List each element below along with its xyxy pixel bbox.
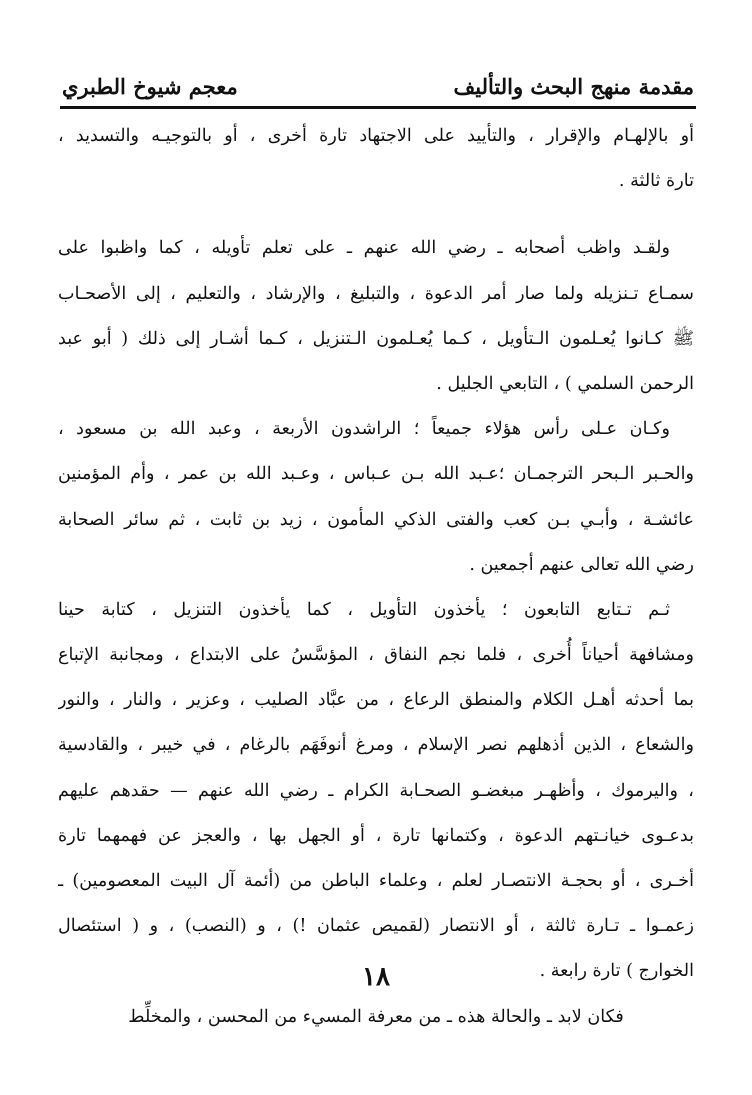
text-line: بما أحدثه أهـل الكلام والمنطق الرعاع ، من عبَّاد الصليب ، وعزير ، والنار ، والنور (58, 690, 694, 711)
header-divider (60, 106, 696, 109)
text-line: الرحمن السلمي ) ، التابعي الجليل . (436, 373, 694, 394)
text-line: ﷺ كـانوا يُعـلمون الـتأويل ، كـما يُعـلمون الـتنزيل ، كـما أشـار إلى ذلك ( أبو عبد (58, 328, 694, 349)
text-line: ثـم تـتابع التابعون ؛ يأخذون التأويل ، كما يأخذون التنزيل ، كتابة حينا (58, 599, 670, 620)
text-line: ، واليرموك ، وأظهـر مبغضـو الصحـابة الكرام ـ رضي الله عنهم — حقدهم عليهم (58, 780, 694, 801)
page-number: ١٨ (362, 962, 390, 992)
text-line: وكـان عـلى رأس هؤلاء جميعاً ؛ الراشدون الأربعة ، وعبد الله بن مسعود ، (58, 419, 670, 440)
header-right-title: مقدمة منهج البحث والتأليف (453, 73, 694, 99)
running-header (62, 66, 694, 106)
text-line: تارة ثالثة . (618, 171, 694, 192)
text-line (58, 204, 694, 226)
text-line: فكان لابد ـ والحالة هذه ـ من معرفة المسيء من المحسن ، والمخلِّط (128, 1006, 624, 1027)
text-line: بدعـوى خيانـتهم الدعوة ، وكتمانها تارة ، أو الجهل بها ، والعجز عن فهمهما تارة (58, 825, 694, 846)
text-line: عائشـة ، وأبـي بـن كعب والفتى الذكي المأمون ، زيد بن ثابت ، ثم سائر الصحابة (58, 509, 694, 530)
text-line: رضي الله تعالى عنهم أجمعين . (469, 554, 694, 575)
text-line: أخـرى ، أو بحجـة الانتصـار لعلم ، وعلماء الباطن من (أئمة آل البيت المعصومين) ـ (58, 871, 694, 891)
text-line: ولقـد واظب أصحابه ـ رضي الله عنهم ـ على تعلم تأويله ، كما واظبوا على (58, 238, 670, 259)
body-text (58, 114, 694, 1040)
text-line: والحـبر الـبحر الترجمـان ؛عـبد الله بـن عـباس ، وعـبد الله بن عمر ، وأم المؤمنين (58, 464, 694, 485)
text-line: سمـاع تـنزيله ولما صار أمر الدعوة ، والتبليغ ، والإرشاد ، والتعليم ، إلى الأصحـاب (58, 283, 694, 304)
header-left-title: معجم شيوخ الطبري (62, 73, 238, 99)
text-line: زعمـوا ـ تـارة ثالثة ، أو الانتصار (لقميص عثمان !) ، و (النصب) ، و ( استئصال (58, 916, 694, 937)
text-line: أو بالإلهـام والإقرار ، والتأييد على الاجتهاد تارة أخرى ، أو بالتوجيـه والتسديد ، (58, 126, 694, 146)
text-line: والشعاع ، الذين أذهلهم نصر الإسلام ، ومرغ أنوفَهَم بالرغام ، في خيبر ، والقادسية (58, 735, 694, 756)
text-line: الخوارج ) تارة رابعة . (539, 961, 694, 982)
text-line: ومشافهة أحياناً أُخرى ، فلما نجم النفاق ، المؤسَّسُ على الابتداع ، ومجانبة الإتباع (58, 645, 694, 666)
